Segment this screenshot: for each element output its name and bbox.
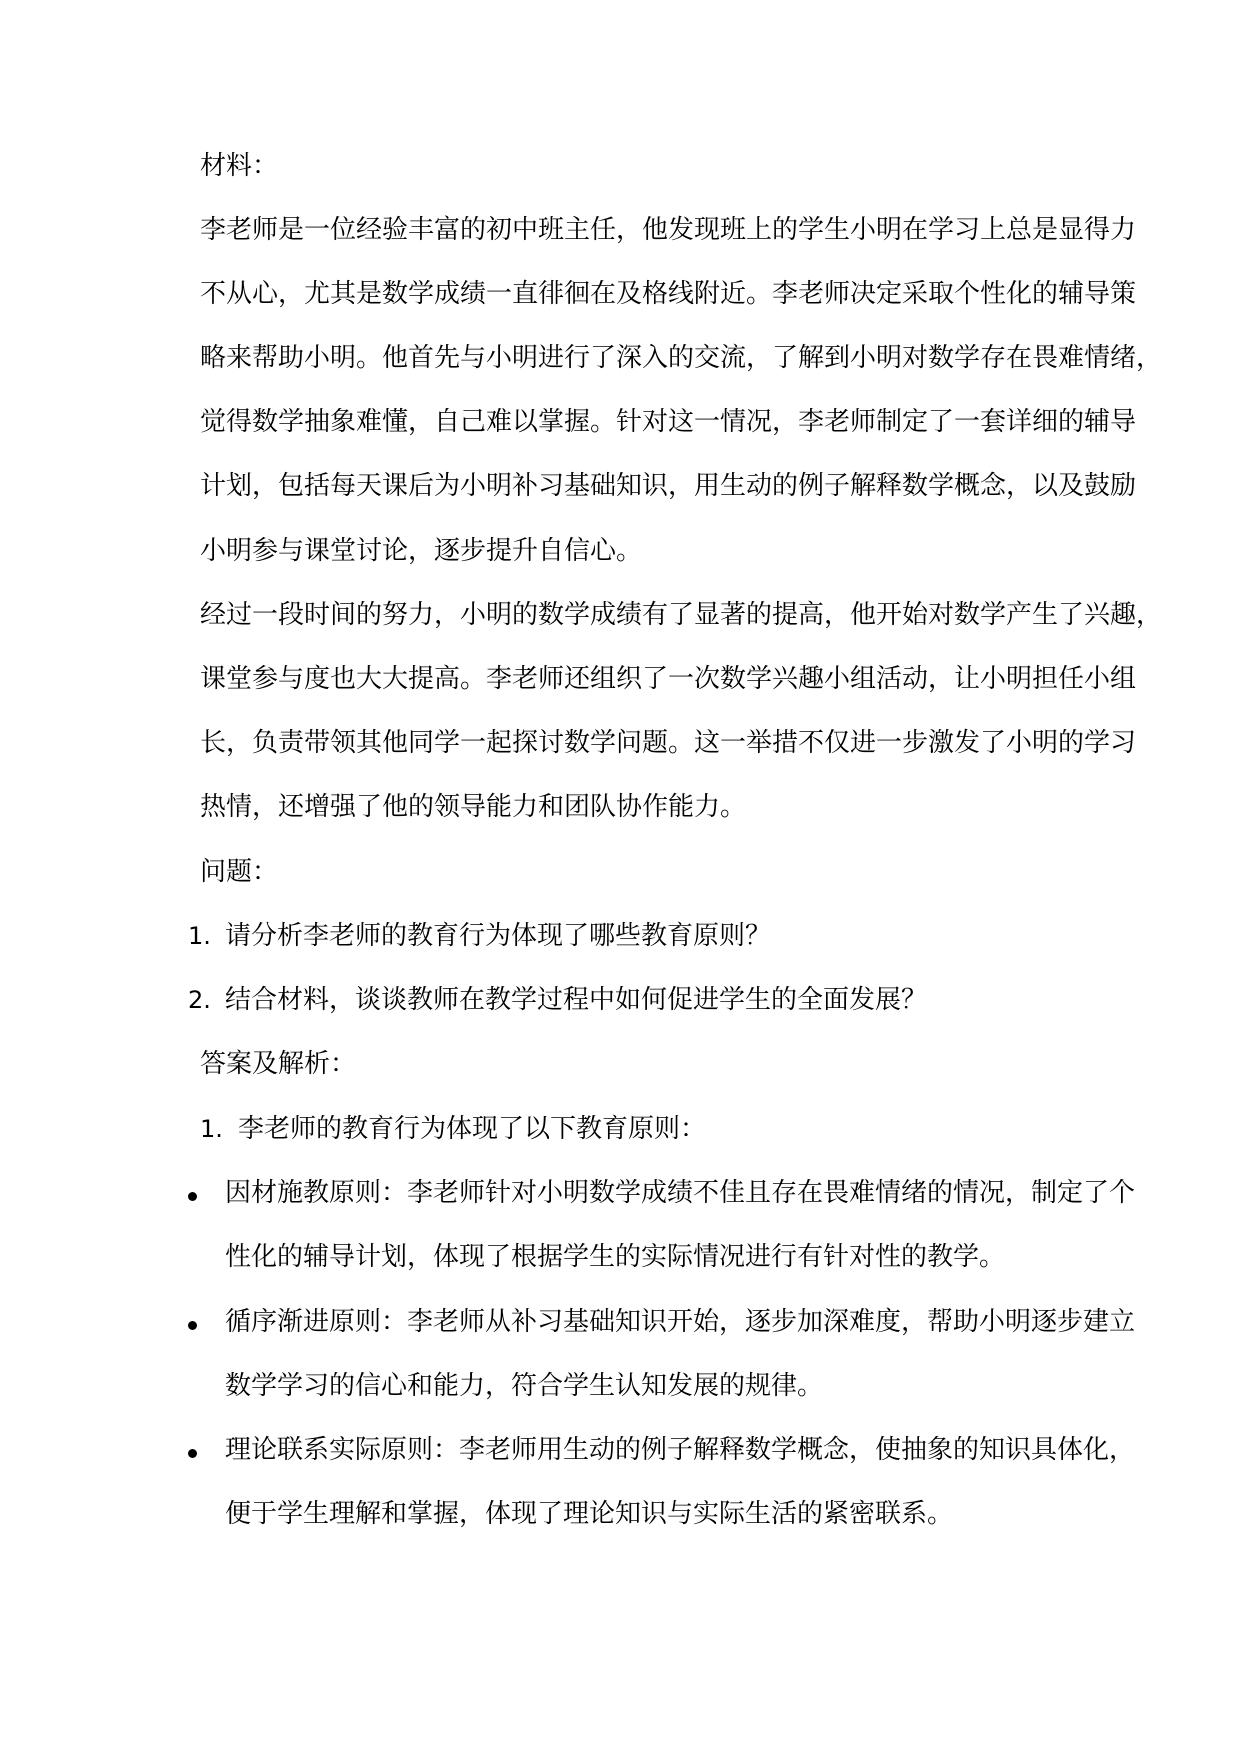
answer-1-text: 李老师的教育行为体现了以下教育原则：: [238, 1114, 707, 1144]
bullet-1-line-2: 性化的辅导计划，体现了根据学生的实际情况进行有针对性的教学。: [225, 1242, 1006, 1272]
paragraph-1-line-3: 略来帮助小明。他首先与小明进行了深入的交流，了解到小明对数学存在畏难情绪，: [200, 343, 1163, 373]
bullet-dot-3: [188, 1449, 197, 1458]
paragraph-1-line-1: 李老师是一位经验丰富的初中班主任，他发现班上的学生小明在学习上总是显得力: [200, 215, 1137, 245]
bullet-3-line-2: 便于学生理解和掌握，体现了理论知识与实际生活的紧密联系。: [225, 1499, 954, 1529]
paragraph-2-line-2: 课堂参与度也大大提高。李老师还组织了一次数学兴趣小组活动，让小明担任小组: [200, 664, 1137, 694]
question-1-text: 请分析李老师的教育行为体现了哪些教育原则？: [225, 921, 772, 951]
paragraph-2-line-1: 经过一段时间的努力，小明的数学成绩有了显著的提高，他开始对数学产生了兴趣，: [200, 600, 1163, 630]
answer-heading: 答案及解析：: [200, 1049, 357, 1079]
paragraph-1-line-2: 不从心，尤其是数学成绩一直徘徊在及格线附近。李老师决定采取个性化的辅导策: [200, 279, 1137, 309]
question-1-number: 1.: [188, 922, 211, 950]
paragraph-2-line-3: 长，负责带领其他同学一起探讨数学问题。这一举措不仅进一步激发了小明的学习: [200, 728, 1137, 758]
question-2-text: 结合材料，谈谈教师在教学过程中如何促进学生的全面发展？: [225, 985, 928, 1015]
paragraph-2-line-4: 热情，还增强了他的领导能力和团队协作能力。: [200, 792, 747, 822]
paragraph-1-line-6: 小明参与课堂讨论，逐步提升自信心。: [200, 536, 643, 566]
question-2-number: 2.: [188, 986, 211, 1014]
paragraph-1-line-4: 觉得数学抽象难懂，自己难以掌握。针对这一情况，李老师制定了一套详细的辅导: [200, 407, 1137, 437]
bullet-3-line-1: 理论联系实际原则：李老师用生动的例子解释数学概念，使抽象的知识具体化，: [225, 1435, 1136, 1465]
question-heading: 问题：: [200, 857, 279, 887]
material-heading: 材料：: [200, 151, 279, 181]
paragraph-1-line-5: 计划，包括每天课后为小明补习基础知识，用生动的例子解释数学概念，以及鼓励: [200, 471, 1137, 501]
bullet-2-line-2: 数学学习的信心和能力，符合学生认知发展的规律。: [225, 1371, 824, 1401]
bullet-1-line-1: 因材施教原则：李老师针对小明数学成绩不佳且存在畏难情绪的情况，制定了个: [225, 1178, 1136, 1208]
bullet-dot-2: [188, 1321, 197, 1330]
bullet-dot-1: [188, 1192, 197, 1201]
bullet-2-line-1: 循序渐进原则：李老师从补习基础知识开始，逐步加深难度，帮助小明逐步建立: [225, 1307, 1136, 1337]
answer-1-number: 1.: [200, 1115, 223, 1143]
